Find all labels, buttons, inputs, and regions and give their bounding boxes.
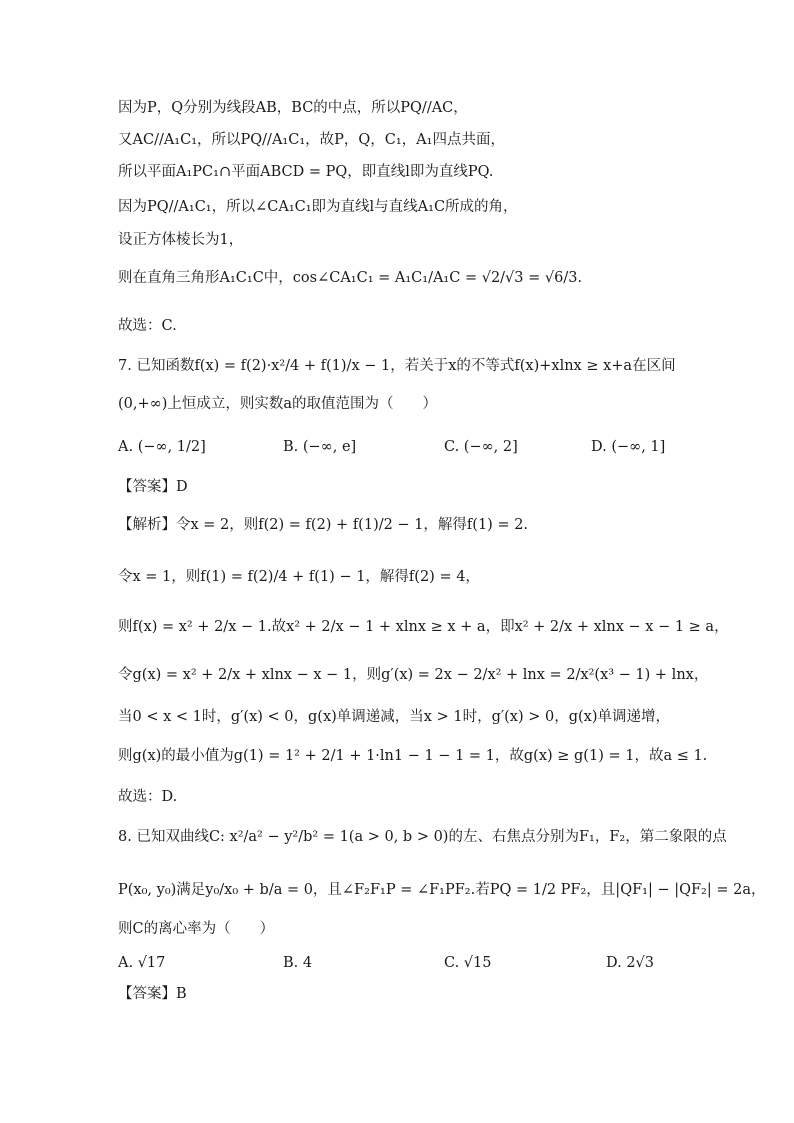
q7-option-c: C. (−∞, 2] bbox=[444, 439, 518, 455]
question-8-line-1: 8. 已知双曲线C: x²/a² − y²/b² = 1(a > 0, b > 0)的左、右焦点分别为F₁，F₂，第二象限的点 bbox=[118, 829, 727, 845]
choose-d: 故选：D. bbox=[118, 789, 178, 805]
analysis-line-1: 【解析】令x = 2，则f(2) = f(2) + f(1)/2 − 1，解得f(1) = 2. bbox=[118, 517, 529, 533]
q8-option-a: A. √17 bbox=[118, 955, 166, 971]
q7-option-a: A. (−∞, 1/2] bbox=[118, 439, 206, 455]
answer-8: 【答案】B bbox=[118, 986, 187, 1002]
analysis-line-2: 令x = 1，则f(1) = f(2)/4 + f(1) − 1，解得f(2) = 4， bbox=[118, 569, 480, 585]
question-8-line-2: P(x₀, y₀)满足y₀/x₀ + b/a = 0，且∠F₂F₁P = ∠F₁PF₂.若PQ = 1/2 PF₂，且|QF₁| − |QF₂| = 2a， bbox=[118, 882, 766, 898]
question-7-line-1: 7. 已知函数f(x) = f(2)·x²/4 + f(1)/x − 1，若关于x的不等式f(x)+xlnx ≥ x+a在区间 bbox=[118, 358, 676, 374]
q8-option-b: B. 4 bbox=[283, 955, 313, 971]
answer-7: 【答案】D bbox=[118, 479, 188, 495]
solution-line-2: 又AC//A₁C₁，所以PQ//A₁C₁，故P，Q，C₁，A₁四点共面， bbox=[118, 132, 505, 148]
q7-option-d: D. (−∞, 1] bbox=[591, 439, 666, 455]
solution-line-6: 则在直角三角形A₁C₁C中，cos∠CA₁C₁ = A₁C₁/A₁C = √2/√3 = √6/3. bbox=[118, 270, 583, 286]
solution-line-5: 设正方体棱长为1， bbox=[118, 232, 244, 248]
solution-line-4: 因为PQ//A₁C₁，所以∠CA₁C₁即为直线l与直线A₁C所成的角， bbox=[118, 199, 518, 215]
question-7-line-2: (0,+∞)上恒成立，则实数a的取值范围为（ ） bbox=[118, 396, 438, 412]
q8-option-c: C. √15 bbox=[444, 955, 492, 971]
analysis-line-4: 令g(x) = x² + 2/x + xlnx − x − 1，则g′(x) = 2x − 2/x² + lnx = 2/x²(x³ − 1) + lnx， bbox=[118, 667, 709, 683]
analysis-line-6: 则g(x)的最小值为g(1) = 1² + 2/1 + 1·ln1 − 1 − 1 = 1，故g(x) ≥ g(1) = 1，故a ≤ 1. bbox=[118, 748, 708, 764]
q7-option-b: B. (−∞, e] bbox=[283, 439, 357, 455]
choose-c: 故选：C. bbox=[118, 318, 177, 334]
q8-option-d: D. 2√3 bbox=[606, 955, 655, 971]
solution-line-1: 因为P，Q分别为线段AB，BC的中点，所以PQ//AC， bbox=[118, 100, 468, 116]
question-8-line-3: 则C的离心率为（ ） bbox=[118, 921, 275, 937]
analysis-line-3: 则f(x) = x² + 2/x − 1.故x² + 2/x − 1 + xlnx ≥ x + a，即x² + 2/x + xlnx − x − 1 ≥ a， bbox=[118, 619, 729, 635]
solution-line-3: 所以平面A₁PC₁∩平面ABCD = PQ，即直线l即为直线PQ. bbox=[118, 164, 494, 180]
analysis-line-5: 当0 < x < 1时，g′(x) < 0，g(x)单调递减，当x > 1时，g′(x) > 0，g(x)单调递增， bbox=[118, 709, 670, 725]
